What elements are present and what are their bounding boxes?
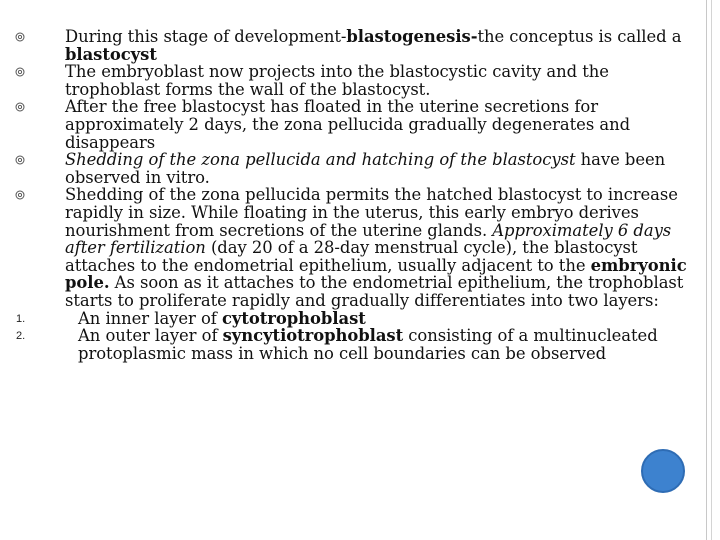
text-segment-bold: syncytiotrophoblast (222, 326, 404, 346)
text-segment: Shedding of the zona pellucida permits the hatched blastocyst to increase rapidly in size. While floating in the uterus, this early embryo derives nourishment from secretions of the uterine glands. (65, 185, 678, 240)
numbered-text (78, 326, 658, 363)
numbered-item (14, 310, 690, 328)
text-segment-bold: cytotrophoblast (221, 308, 366, 328)
numbered-text (78, 309, 366, 328)
bullet-text (65, 185, 687, 310)
slide-right-border (706, 0, 720, 540)
text-segment: The embryoblast now projects into the blastocystic cavity and the trophoblast forms the wall of the blastocyst. (65, 62, 609, 99)
text-segment: An outer layer of (78, 326, 223, 346)
text-segment-italic: Approximately 6 days after fertilization (65, 220, 672, 258)
bullet-text (65, 27, 681, 64)
text-segment-bold: blastocyst (65, 44, 157, 64)
bullet-item (14, 151, 690, 186)
numbered-list (14, 310, 690, 363)
text-segment-bold: blastogenesis- (346, 27, 478, 46)
text-segment: During this stage of development- (65, 27, 347, 46)
bullet-item (14, 28, 690, 63)
bullet-item (14, 186, 690, 309)
bullet-icon (15, 67, 25, 77)
number-label: 1. (16, 312, 26, 325)
text-segment: After the free blastocyst has floated in the uterine secretions for approximately 2 days, the zona pellucida gradually degenerates and disappears (65, 97, 631, 152)
text-segment: An inner layer of (78, 308, 222, 328)
decorative-blue-circle (641, 449, 685, 493)
bullet-icon (15, 32, 25, 42)
bullet-text (65, 150, 665, 187)
text-segment: (day 20 of a 28-day menstrual cycle), the blastocyst attaches to the endometrial epithelium, usually adjacent to the (65, 238, 638, 275)
text-segment: the conceptus is called a (477, 27, 682, 46)
bullet-icon (15, 102, 25, 112)
bullet-text (65, 62, 609, 99)
text-segment: consisting of a multinucleated protoplasmic mass in which no cell boundaries can be observed (78, 326, 658, 363)
text-segment-italic: Shedding of the zona pellucida and hatching of the blastocyst (65, 150, 576, 170)
bullet-item (14, 63, 690, 98)
bullet-text (65, 97, 630, 151)
bullet-icon (15, 155, 25, 165)
number-label: 2. (16, 330, 26, 343)
bullet-icon (15, 190, 25, 200)
bullet-list (14, 28, 690, 310)
text-segment-bold: embryonic pole. (65, 255, 687, 293)
text-segment: As soon as it attaches to the endometrial epithelium, the trophoblast starts to proliferate rapidly and gradually differentiates into two layers: (65, 273, 684, 310)
text-segment: have been observed in vitro. (65, 150, 666, 187)
numbered-item (14, 327, 690, 362)
slide-content (14, 28, 690, 362)
bullet-item (14, 98, 690, 151)
